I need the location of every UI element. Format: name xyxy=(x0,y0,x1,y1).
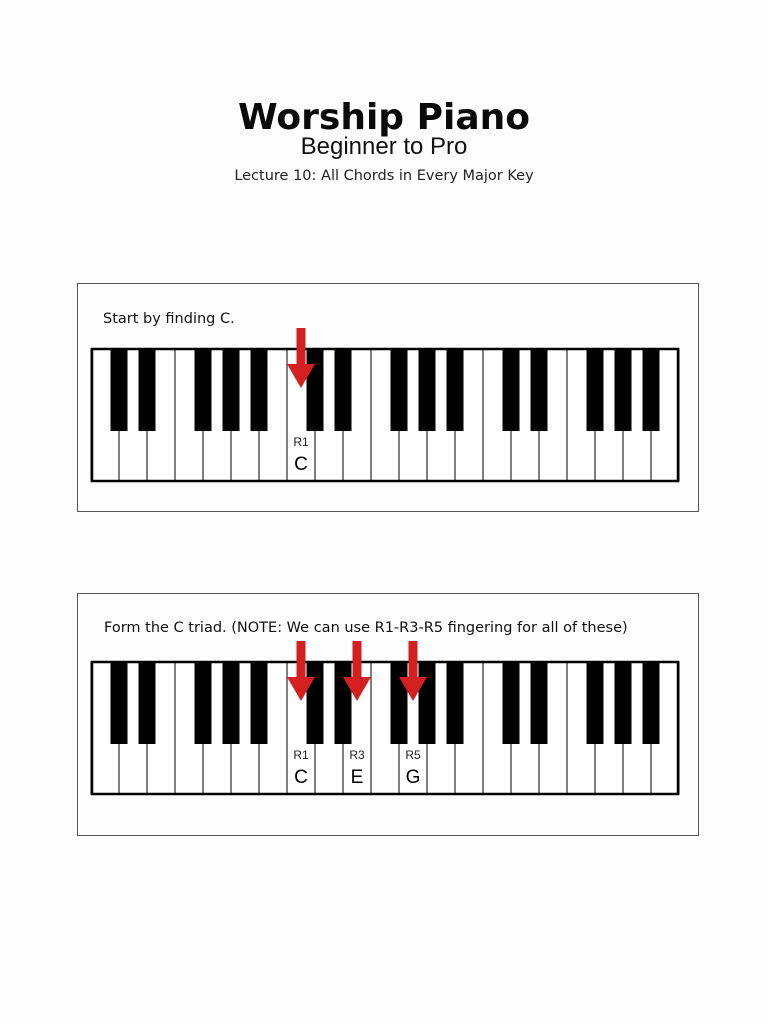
black-key xyxy=(195,349,212,431)
piano-keyboard xyxy=(91,661,679,795)
black-key xyxy=(419,662,436,744)
black-key xyxy=(111,662,128,744)
black-key xyxy=(307,662,324,744)
black-key xyxy=(503,662,520,744)
black-key xyxy=(447,349,464,431)
fingering-label: R3 xyxy=(349,748,365,762)
fingering-label: R1 xyxy=(293,748,309,762)
note-label: G xyxy=(405,767,421,788)
fingering-label: R5 xyxy=(405,748,421,762)
lecture-heading: Lecture 10: All Chords in Every Major Key xyxy=(234,168,534,184)
black-key xyxy=(587,349,604,431)
black-key xyxy=(615,349,632,431)
black-key xyxy=(223,349,240,431)
page-subtitle: Beginner to Pro xyxy=(300,133,468,160)
black-key xyxy=(223,662,240,744)
black-key xyxy=(419,349,436,431)
black-key xyxy=(307,349,324,431)
note-label: C xyxy=(294,454,308,475)
black-key xyxy=(531,349,548,431)
panel-instruction: Start by finding C. xyxy=(103,311,235,327)
page-title: Worship Piano xyxy=(238,97,530,138)
piano-keyboard xyxy=(91,348,679,482)
black-key xyxy=(391,662,408,744)
black-key xyxy=(503,349,520,431)
black-key xyxy=(335,662,352,744)
black-key xyxy=(391,349,408,431)
fingering-label: R1 xyxy=(293,435,309,449)
note-label: C xyxy=(294,767,308,788)
black-key xyxy=(615,662,632,744)
note-label: E xyxy=(350,767,364,788)
black-key xyxy=(643,349,660,431)
black-key xyxy=(643,662,660,744)
step-panel-c-triad xyxy=(77,593,699,836)
panel-instruction: Form the C triad. (NOTE: We can use R1-R3-R5 fingering for all of these) xyxy=(104,620,628,636)
black-key xyxy=(251,349,268,431)
black-key xyxy=(531,662,548,744)
black-key xyxy=(251,662,268,744)
black-key xyxy=(139,349,156,431)
black-key xyxy=(195,662,212,744)
black-key xyxy=(447,662,464,744)
black-key xyxy=(335,349,352,431)
black-key xyxy=(587,662,604,744)
step-panel-find-c xyxy=(77,283,699,512)
black-key xyxy=(111,349,128,431)
black-key xyxy=(139,662,156,744)
